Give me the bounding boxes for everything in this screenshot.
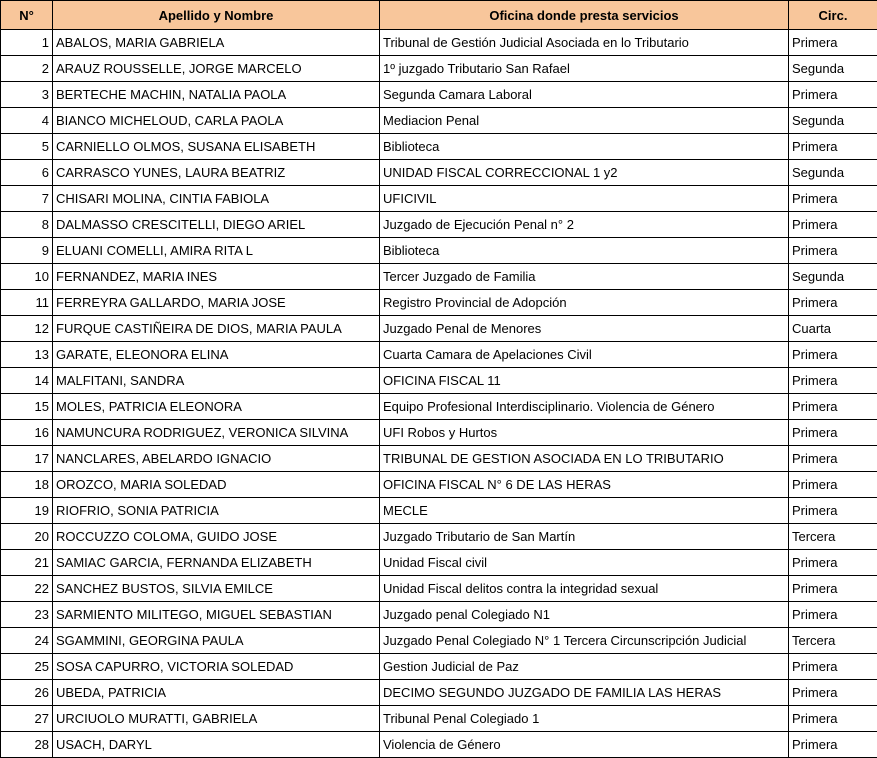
circ-cell: Primera — [789, 394, 877, 420]
office-cell: MECLE — [380, 498, 789, 524]
row-number-cell: 4 — [1, 108, 53, 134]
table-row — [1, 394, 877, 420]
name-cell: UBEDA, PATRICIA — [53, 680, 380, 706]
table-body — [1, 30, 877, 758]
row-number-cell: 23 — [1, 602, 53, 628]
name-cell: URCIUOLO MURATTI, GABRIELA — [53, 706, 380, 732]
row-number-cell: 26 — [1, 680, 53, 706]
table-row — [1, 316, 877, 342]
office-cell: DECIMO SEGUNDO JUZGADO DE FAMILIA LAS HERAS — [380, 680, 789, 706]
name-cell: BERTECHE MACHIN, NATALIA PAOLA — [53, 82, 380, 108]
table-row — [1, 524, 877, 550]
office-cell: Equipo Profesional Interdisciplinario. Violencia de Género — [380, 394, 789, 420]
office-cell: UFI Robos y Hurtos — [380, 420, 789, 446]
circ-cell: Primera — [789, 654, 877, 680]
circ-cell: Primera — [789, 290, 877, 316]
header-number: N° — [1, 1, 53, 30]
name-cell: CHISARI MOLINA, CINTIA FABIOLA — [53, 186, 380, 212]
name-cell: NAMUNCURA RODRIGUEZ, VERONICA SILVINA — [53, 420, 380, 446]
row-number-cell: 1 — [1, 30, 53, 56]
office-cell: Juzgado Penal Colegiado N° 1 Tercera Circunscripción Judicial — [380, 628, 789, 654]
circ-cell: Primera — [789, 732, 877, 758]
row-number-cell: 16 — [1, 420, 53, 446]
table-row — [1, 576, 877, 602]
name-cell: RIOFRIO, SONIA PATRICIA — [53, 498, 380, 524]
circ-cell: Primera — [789, 368, 877, 394]
circ-cell: Primera — [789, 342, 877, 368]
name-cell: ELUANI COMELLI, AMIRA RITA L — [53, 238, 380, 264]
office-cell: Juzgado Tributario de San Martín — [380, 524, 789, 550]
table-row — [1, 420, 877, 446]
office-cell: Violencia de Género — [380, 732, 789, 758]
circ-cell: Segunda — [789, 264, 877, 290]
circ-cell: Primera — [789, 550, 877, 576]
name-cell: SGAMMINI, GEORGINA PAULA — [53, 628, 380, 654]
name-cell: CARNIELLO OLMOS, SUSANA ELISABETH — [53, 134, 380, 160]
circ-cell: Primera — [789, 238, 877, 264]
table-row — [1, 602, 877, 628]
table-row — [1, 56, 877, 82]
name-cell: FERNANDEZ, MARIA INES — [53, 264, 380, 290]
name-cell: USACH, DARYL — [53, 732, 380, 758]
name-cell: SARMIENTO MILITEGO, MIGUEL SEBASTIAN — [53, 602, 380, 628]
table-row — [1, 30, 877, 56]
table-row — [1, 680, 877, 706]
circ-cell: Cuarta — [789, 316, 877, 342]
office-cell: OFICINA FISCAL N° 6 DE LAS HERAS — [380, 472, 789, 498]
circ-cell: Segunda — [789, 108, 877, 134]
circ-cell: Segunda — [789, 160, 877, 186]
name-cell: SOSA CAPURRO, VICTORIA SOLEDAD — [53, 654, 380, 680]
office-cell: Unidad Fiscal delitos contra la integridad sexual — [380, 576, 789, 602]
circ-cell: Primera — [789, 446, 877, 472]
office-cell: Tribunal Penal Colegiado 1 — [380, 706, 789, 732]
row-number-cell: 25 — [1, 654, 53, 680]
row-number-cell: 17 — [1, 446, 53, 472]
office-cell: UNIDAD FISCAL CORRECCIONAL 1 y2 — [380, 160, 789, 186]
row-number-cell: 18 — [1, 472, 53, 498]
circ-cell: Tercera — [789, 524, 877, 550]
row-number-cell: 5 — [1, 134, 53, 160]
table-row — [1, 290, 877, 316]
office-cell: Segunda Camara Laboral — [380, 82, 789, 108]
office-cell: UFICIVIL — [380, 186, 789, 212]
office-cell: TRIBUNAL DE GESTION ASOCIADA EN LO TRIBUTARIO — [380, 446, 789, 472]
circ-cell: Primera — [789, 706, 877, 732]
name-cell: FURQUE CASTIÑEIRA DE DIOS, MARIA PAULA — [53, 316, 380, 342]
row-number-cell: 19 — [1, 498, 53, 524]
office-cell: OFICINA FISCAL 11 — [380, 368, 789, 394]
office-cell: Registro Provincial de Adopción — [380, 290, 789, 316]
office-cell: Biblioteca — [380, 238, 789, 264]
name-cell: CARRASCO YUNES, LAURA BEATRIZ — [53, 160, 380, 186]
circ-cell: Primera — [789, 134, 877, 160]
table-row — [1, 82, 877, 108]
table-row — [1, 446, 877, 472]
circ-cell: Tercera — [789, 628, 877, 654]
row-number-cell: 3 — [1, 82, 53, 108]
office-cell: Cuarta Camara de Apelaciones Civil — [380, 342, 789, 368]
name-cell: NANCLARES, ABELARDO IGNACIO — [53, 446, 380, 472]
table-row — [1, 706, 877, 732]
row-number-cell: 9 — [1, 238, 53, 264]
circ-cell: Primera — [789, 680, 877, 706]
table-row — [1, 212, 877, 238]
row-number-cell: 27 — [1, 706, 53, 732]
circ-cell: Primera — [789, 420, 877, 446]
office-cell: 1º juzgado Tributario San Rafael — [380, 56, 789, 82]
office-cell: Mediacion Penal — [380, 108, 789, 134]
name-cell: BIANCO MICHELOUD, CARLA PAOLA — [53, 108, 380, 134]
name-cell: DALMASSO CRESCITELLI, DIEGO ARIEL — [53, 212, 380, 238]
circ-cell: Primera — [789, 30, 877, 56]
name-cell: SAMIAC GARCIA, FERNANDA ELIZABETH — [53, 550, 380, 576]
row-number-cell: 11 — [1, 290, 53, 316]
name-cell: GARATE, ELEONORA ELINA — [53, 342, 380, 368]
table-row — [1, 368, 877, 394]
office-cell: Tribunal de Gestión Judicial Asociada en lo Tributario — [380, 30, 789, 56]
row-number-cell: 10 — [1, 264, 53, 290]
circ-cell: Primera — [789, 602, 877, 628]
name-cell: FERREYRA GALLARDO, MARIA JOSE — [53, 290, 380, 316]
circ-cell: Primera — [789, 212, 877, 238]
row-number-cell: 8 — [1, 212, 53, 238]
table-row — [1, 628, 877, 654]
table-row — [1, 108, 877, 134]
table-row — [1, 264, 877, 290]
name-cell: MALFITANI, SANDRA — [53, 368, 380, 394]
table-row — [1, 732, 877, 758]
row-number-cell: 28 — [1, 732, 53, 758]
header-office: Oficina donde presta servicios — [380, 1, 789, 30]
office-cell: Juzgado penal Colegiado N1 — [380, 602, 789, 628]
circ-cell: Primera — [789, 186, 877, 212]
office-cell: Juzgado Penal de Menores — [380, 316, 789, 342]
circ-cell: Primera — [789, 576, 877, 602]
header-row — [1, 1, 877, 30]
name-cell: SANCHEZ BUSTOS, SILVIA EMILCE — [53, 576, 380, 602]
table-row — [1, 498, 877, 524]
table-row — [1, 186, 877, 212]
table-row — [1, 238, 877, 264]
circ-cell: Primera — [789, 498, 877, 524]
table-row — [1, 160, 877, 186]
header-circ: Circ. — [789, 1, 877, 30]
header-name: Apellido y Nombre — [53, 1, 380, 30]
row-number-cell: 2 — [1, 56, 53, 82]
circ-cell: Segunda — [789, 56, 877, 82]
row-number-cell: 20 — [1, 524, 53, 550]
office-cell: Biblioteca — [380, 134, 789, 160]
office-cell: Tercer Juzgado de Familia — [380, 264, 789, 290]
table-row — [1, 550, 877, 576]
row-number-cell: 14 — [1, 368, 53, 394]
table-header — [1, 1, 877, 30]
name-cell: OROZCO, MARIA SOLEDAD — [53, 472, 380, 498]
row-number-cell: 22 — [1, 576, 53, 602]
row-number-cell: 7 — [1, 186, 53, 212]
row-number-cell: 24 — [1, 628, 53, 654]
table-row — [1, 472, 877, 498]
circ-cell: Primera — [789, 82, 877, 108]
row-number-cell: 21 — [1, 550, 53, 576]
name-cell: ROCCUZZO COLOMA, GUIDO JOSE — [53, 524, 380, 550]
table-row — [1, 342, 877, 368]
office-cell: Gestion Judicial de Paz — [380, 654, 789, 680]
name-cell: MOLES, PATRICIA ELEONORA — [53, 394, 380, 420]
name-cell: ABALOS, MARIA GABRIELA — [53, 30, 380, 56]
row-number-cell: 13 — [1, 342, 53, 368]
table-row — [1, 654, 877, 680]
table-row — [1, 134, 877, 160]
circ-cell: Primera — [789, 472, 877, 498]
office-cell: Juzgado de Ejecución Penal n° 2 — [380, 212, 789, 238]
office-cell: Unidad Fiscal civil — [380, 550, 789, 576]
row-number-cell: 6 — [1, 160, 53, 186]
name-cell: ARAUZ ROUSSELLE, JORGE MARCELO — [53, 56, 380, 82]
row-number-cell: 12 — [1, 316, 53, 342]
row-number-cell: 15 — [1, 394, 53, 420]
